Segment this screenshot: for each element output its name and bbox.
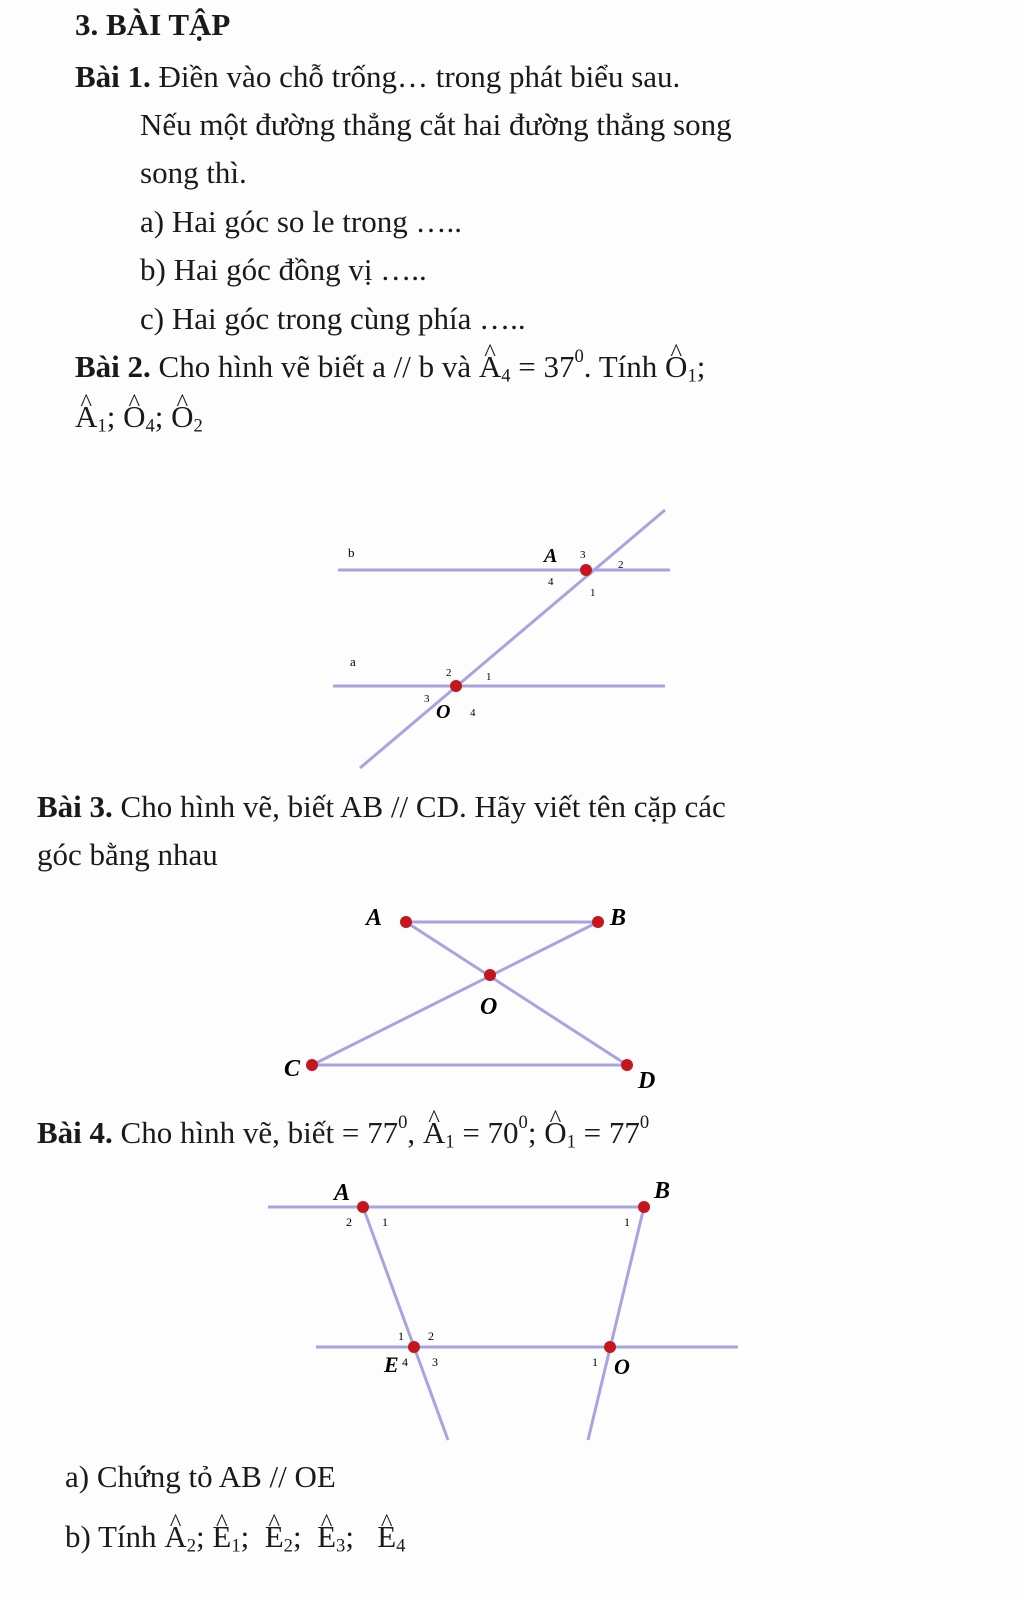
label-B: B	[610, 905, 627, 931]
point-o	[604, 1341, 616, 1353]
angle-a4: ^ A	[479, 350, 501, 384]
bai1-item-a: a) Hai góc so le trong …..	[140, 204, 462, 239]
bai2-text-after: . Tính	[583, 349, 666, 384]
bai1-item-b: b) Hai góc đồng vị …..	[140, 252, 427, 287]
bai1-line2: song thì.	[140, 155, 247, 190]
bai4-eq3: = 77	[575, 1115, 640, 1150]
point-e	[408, 1341, 420, 1353]
point-a	[357, 1201, 369, 1213]
bai3-line2: góc bằng nhau	[37, 837, 218, 872]
angle-o1: ^ O	[544, 1116, 566, 1150]
bai2-text: Cho hình vẽ biết a // b và	[150, 349, 479, 384]
angle-o2: ^ O	[171, 400, 193, 434]
angle-e2: ^ E	[265, 1520, 284, 1554]
line-b-o	[588, 1207, 644, 1440]
label-C: C	[284, 1056, 301, 1082]
label-O1: 1	[486, 671, 492, 683]
angle-a4-sub: 4	[501, 365, 511, 387]
angle-o4: ^ O	[123, 400, 145, 434]
label-A3: 3	[580, 549, 586, 561]
label-O4: 4	[470, 707, 476, 719]
line-a-e	[363, 1207, 448, 1440]
angle-a1: ^ A	[75, 400, 97, 434]
bai2-heading: Bài 2. Cho hình vẽ biết a // b và ^ $A_4 = 37^0$. Tính ^ $O_1$;	[75, 350, 705, 387]
label-A: A	[366, 905, 383, 931]
section-title: 3. BÀI TẬP	[75, 7, 231, 42]
bai2-label: Bài 2.	[75, 349, 151, 384]
bai4-eq1: = 77	[334, 1115, 399, 1150]
angle-a4-value: = 37	[510, 349, 575, 384]
angle-o1: ^ O	[665, 350, 687, 384]
bai3-label: Bài 3.	[37, 789, 113, 824]
label-A: A	[544, 545, 558, 567]
bai1-prompt: Điền vào chỗ trống… trong phát biểu sau.	[150, 59, 681, 94]
angle-a2: ^ A	[164, 1520, 186, 1554]
label-O1: 1	[592, 1355, 598, 1369]
label-O2: 2	[446, 667, 452, 679]
bai2-angles: ^ $A_1$; ^ $O_4$; ^ $O_2$	[75, 400, 203, 437]
label-B1: 1	[624, 1215, 630, 1229]
bai1-item-c: c) Hai góc trong cùng phía …..	[140, 301, 526, 336]
label-A2: 2	[346, 1215, 352, 1229]
bai1-line1: Nếu một đường thẳng cắt hai đường thẳng song	[140, 107, 732, 142]
label-A: A	[334, 1180, 351, 1206]
bai4-heading: Bài 4. Cho hình vẽ, biết = $77^0$, ^ $A_1 = 70^0$; ^ $O_1 = 77^0$	[37, 1116, 649, 1153]
bai4-eq2: = 70	[454, 1115, 519, 1150]
angle-e4: ^ E	[377, 1520, 396, 1554]
angle-e3: ^ E	[317, 1520, 336, 1554]
label-A2: 2	[618, 559, 624, 571]
bai4-text: Cho hình vẽ, biết	[112, 1115, 335, 1150]
label-E2: 2	[428, 1329, 434, 1343]
label-B: B	[654, 1178, 671, 1204]
label-D: D	[638, 1068, 656, 1094]
label-a: a	[350, 654, 356, 669]
label-A1: 1	[590, 587, 596, 599]
label-A4: 4	[548, 576, 554, 588]
label-A1: 1	[382, 1215, 388, 1229]
label-E1: 1	[398, 1329, 404, 1343]
label-b: b	[348, 545, 355, 560]
label-O3: 3	[424, 693, 430, 705]
label-O: O	[436, 701, 451, 723]
angle-a1: ^ A	[423, 1116, 445, 1150]
degree: 0	[574, 346, 584, 368]
label-E: E	[384, 1352, 399, 1377]
label-E4: 4	[402, 1355, 408, 1369]
label-O: O	[614, 1354, 630, 1379]
point-b	[638, 1201, 650, 1213]
bai3-line1: Cho hình vẽ, biết AB // CD. Hãy viết tên cặp các	[112, 789, 726, 824]
bai4-question-a: a) Chứng tỏ AB // OE	[65, 1459, 336, 1494]
bai4-label: Bài 4.	[37, 1115, 113, 1150]
bai4-question-b: b) Tính ^ $A_2$; ^ $E_1$; ^ $E_2$; ^ $E_3$; ^ $E_4$	[65, 1520, 405, 1557]
angle-e1: ^ E	[212, 1520, 231, 1554]
label-E3: 3	[432, 1355, 438, 1369]
bai1-label: Bài 1.	[75, 59, 151, 94]
label-O: O	[480, 994, 498, 1020]
